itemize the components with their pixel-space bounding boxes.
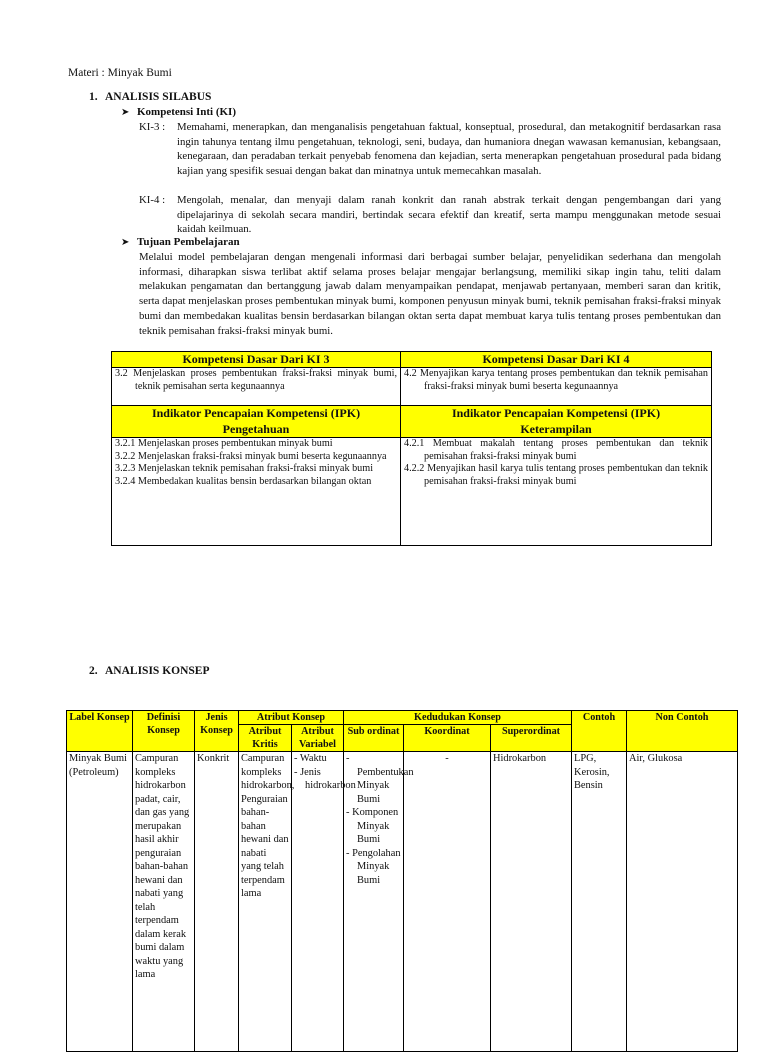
ipk-keterampilan-header-line2: Keterampilan [520,421,592,436]
ki4-text: Mengolah, menalar, dan menyaji dalam ranah konkrit dan ranah abstrak terkait dengan pengembangan dari yang dipelajarinya di sekolah secara mandiri, bertindak secara efektif dan kreatif, serta mampu menggunakan metode sesuai kaidah keilmuan. [177,194,721,236]
tujuan-heading [121,236,240,248]
tujuan-text: Melalui model pembelajaran dengan mengenali informasi dari berbagai sumber belajar, penyelidikan sederhana dan mengolah informasi, diharapkan siswa terlibat aktif selama proses belajar mengajar berlangsung, memiliki sikap ingin tahu, teliti dalam melakukan pengamatan dan bertanggung jawab dalam menyampaikan pendapat, menjawab pertanyaan, memberi saran dan kritik, serta dapat menjelaskan proses pembentukan minyak bumi, komponen penyusun minyak bumi, teknik pemisahan fraksi-fraksi minyak bumi dan membedakan kualitas bensin berdasarkan bilangan oktan serta dapat membuat karya tulis tentang proses pembentukan dan teknik pemisahan fraksi-fraksi minyak bumi. [139,251,721,337]
ipk-item: 4.2.2 Menyajikan hasil karya tulis tentang proses pembentukan dan teknik pemisahan fraksi-fraksi minyak bumi [404,463,708,487]
ki-heading [121,106,236,118]
cell-jenis: Konkrit [195,752,239,1052]
kd-ki4-header: Kompetensi Dasar Dari KI 4 [401,352,712,368]
kd-4-2-cell [401,368,712,406]
ipk-pengetahuan-header [112,406,401,438]
materi-line: Materi : Minyak Bumi [68,67,172,79]
section-2-number: 2. [89,665,98,677]
ipk-pengetahuan-header-line1: Indikator Pencapaian Kompetensi (IPK) [151,406,361,420]
section-1-number: 1. [89,91,98,103]
section-1-title [89,91,211,103]
cell-atribut-kritis: Campuran kompleks hidrokarbon, Penguraian bahan-bahan hewani dan nabati yang telah terpendam lama [239,752,292,1052]
header-definisi-konsep: Definisi Konsep [133,711,195,752]
section-2-label: ANALISIS KONSEP [105,665,210,677]
header-atribut-konsep: Atribut Konsep [239,711,344,725]
variabel-item: - Jenis hidrokarbon [294,766,356,791]
header-contoh: Contoh [572,711,627,752]
ki4-code: KI-4 : [139,194,166,206]
ki3-block [139,120,721,178]
analisis-konsep-table [66,710,738,1052]
ki3-text: Memahami, menerapkan, dan menganalisis pengetahuan faktual, konseptual, prosedural, dan metakognitif berdasarkan rasa ingin tahunya tentang ilmu pengetahuan, teknologi, seni, budaya, dan humaniora dnegan wawasan kemanusian, kebangsaan, kenegaraan, dan peradaban terkait penyebab fenomena dan kejadian, serta menerapkan pengetahuan prosedural pada bidang kajian yang spesifik sesuai dengan bakat dan minatnya untuk memecahkan masalah. [177,121,721,177]
ipk-item: 3.2.3 Menjelaskan teknik pemisahan fraksi-fraksi minyak bumi [115,463,374,474]
cell-non-contoh: Air, Glukosa [627,752,738,1052]
header-sub-ordinat: Sub ordinat [344,725,404,752]
header-non-contoh: Non Contoh [627,711,738,752]
kd-ki3-header: Kompetensi Dasar Dari KI 3 [112,352,401,368]
variabel-item: - Waktu [294,753,327,764]
arrow-bullet-icon: ➤ [121,237,130,248]
section-2-title [89,665,210,677]
ki-heading-text: Kompetensi Inti (KI) [137,106,236,118]
kd-3-2-text: 3.2 Menjelaskan proses pembentukan fraksi-fraksi minyak bumi, teknik pemisahan serta kegunaannya [115,368,397,392]
header-superordinat: Superordinat [491,725,572,752]
kd-4-2-text: 4.2 Menyajikan karya tentang proses pembentukan dan teknik pemisahan fraksi-fraksi minyak bumi beserta kegunaannya [404,368,708,392]
cell-label: Minyak Bumi (Petroleum) [67,752,133,1052]
ipk-item: 3.2.1 Menjelaskan proses pembentukan minyak bumi [115,438,333,449]
cell-sub-ordinat [344,752,414,1052]
ipk-keterampilan-header-line1: Indikator Pencapaian Kompetensi (IPK) [451,406,661,420]
section-1-label: ANALISIS SILABUS [105,91,212,103]
header-koordinat: Koordinat [404,725,491,752]
ki4-block [139,193,721,237]
ipk-keterampilan-header [401,406,712,438]
header-jenis-konsep: Jenis Konsep [195,711,239,752]
cell-definisi: Campuran kompleks hidrokarbon padat, cair, dan gas yang merupakan hasil akhir penguraian bahan-bahan hewani dan nabati yang telah terpendam dalam kerak bumi dalam waktu yang lama [133,752,195,1052]
ipk-pengetahuan-header-line2: Pengetahuan [222,421,290,436]
cell-atribut-variabel [292,752,356,1052]
header-label-konsep: Label Konsep [67,711,133,752]
ipk-item: 3.2.2 Menjelaskan fraksi-fraksi minyak bumi beserta kegunaannya [115,450,387,462]
subordinat-item: - Pembentukan Minyak Bumi [346,753,414,805]
header-atribut-kritis: Atribut Kritis [239,725,292,752]
tujuan-heading-text: Tujuan Pembelajaran [137,236,240,248]
ipk-pengetahuan-list [112,438,401,546]
cell-koordinat: - [404,752,491,1052]
ki3-code: KI-3 : [139,121,166,133]
cell-contoh: LPG, Kerosin, Bensin [572,752,627,1052]
header-atribut-variabel: Atribut Variabel [292,725,344,752]
ipk-item: 3.2.4 Membedakan kualitas bensin berdasarkan bilangan oktan [115,475,372,487]
cell-superordinat: Hidrokarbon [491,752,572,1052]
ipk-keterampilan-list [401,438,712,546]
subordinat-item: - Komponen Minyak Bumi [346,807,399,845]
arrow-bullet-icon: ➤ [121,107,130,118]
subordinat-item: - Pengolahan Minyak Bumi [346,847,401,886]
kd-3-2-cell [112,368,401,406]
ipk-item: 4.2.1 Membuat makalah tentang proses pembentukan dan teknik pemisahan fraksi-fraksi minyak bumi [404,438,708,462]
kompetensi-dasar-table [111,351,712,546]
header-kedudukan-konsep: Kedudukan Konsep [344,711,572,725]
